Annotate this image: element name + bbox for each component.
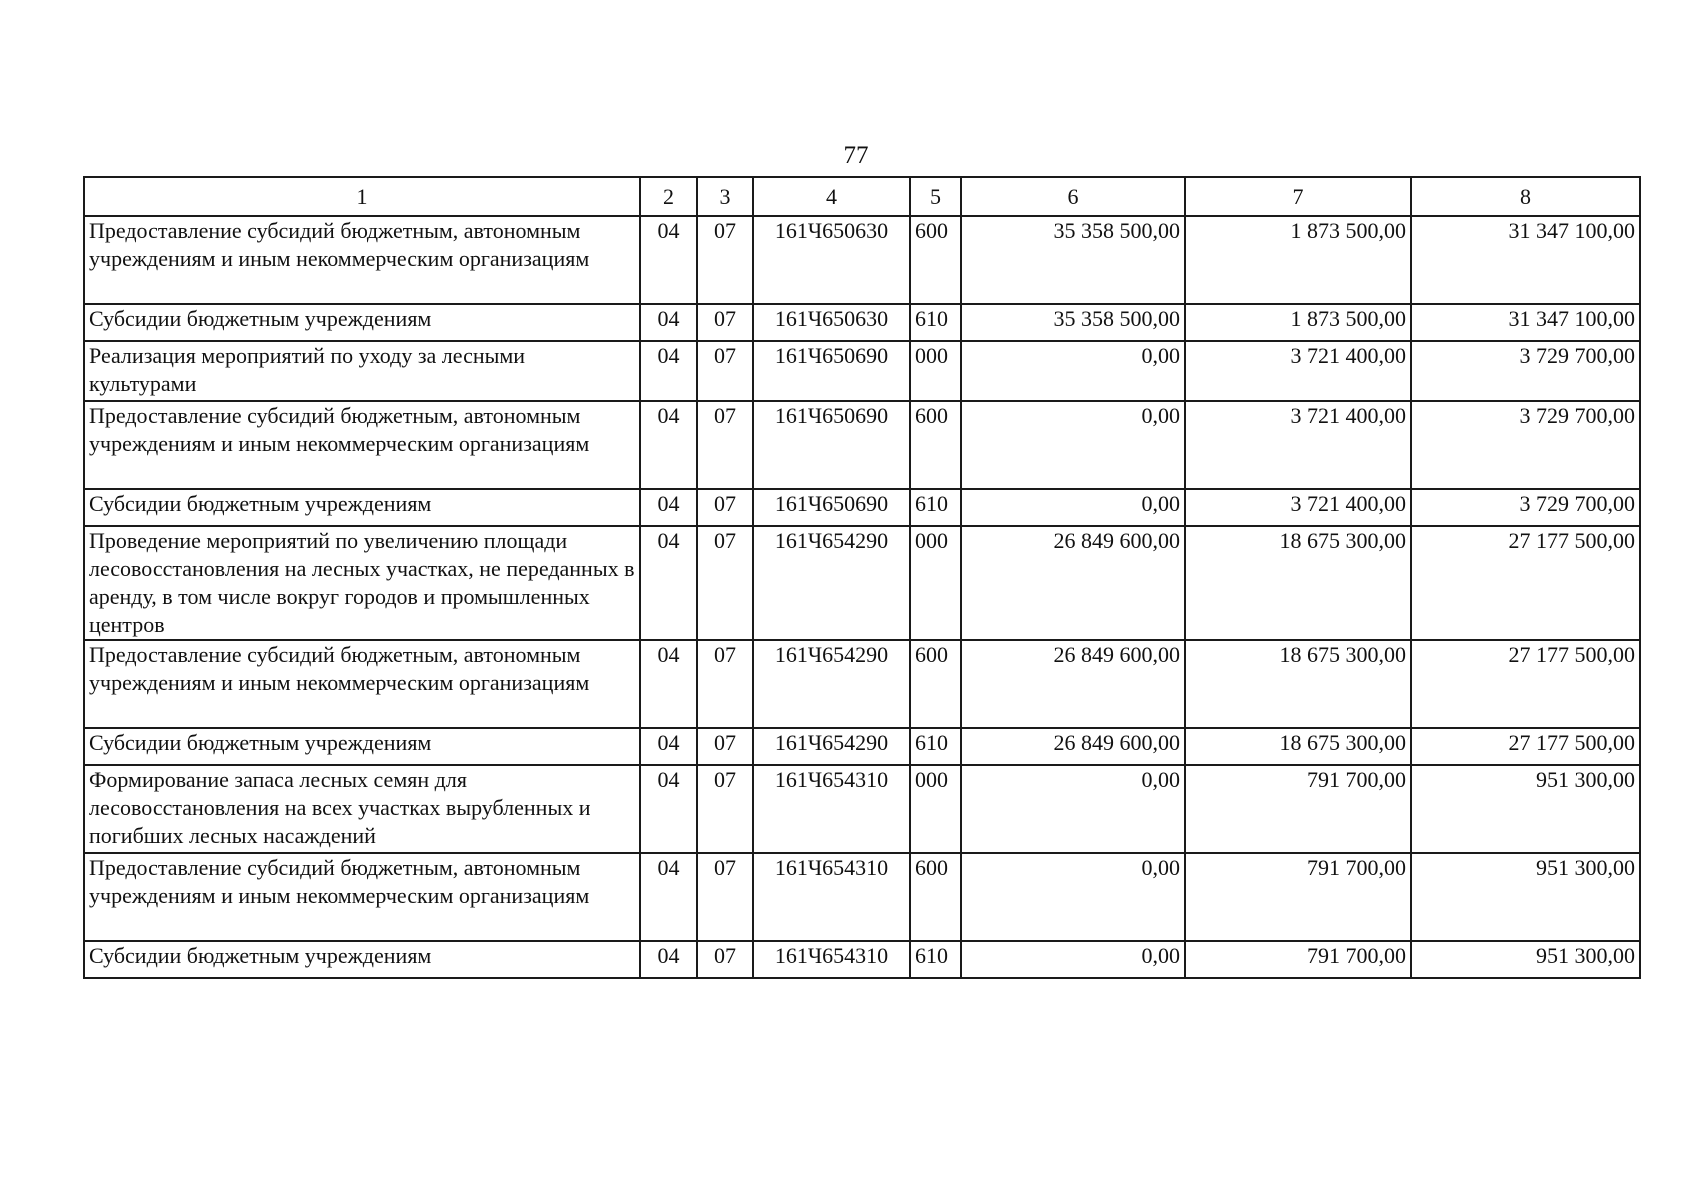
row-amount-col8: 951 300,00 bbox=[1411, 765, 1640, 853]
row-subsection: 07 bbox=[697, 216, 753, 304]
row-name: Предоставление субсидий бюджетным, автономным учреждениям и иным некоммерческим организациям bbox=[84, 853, 640, 941]
row-amount-col6: 0,00 bbox=[961, 489, 1185, 526]
row-expense-type: 610 bbox=[910, 941, 961, 978]
row-amount-col6: 35 358 500,00 bbox=[961, 304, 1185, 341]
row-name: Субсидии бюджетным учреждениям bbox=[84, 304, 640, 341]
row-amount-col6: 0,00 bbox=[961, 401, 1185, 489]
row-amount-col7: 791 700,00 bbox=[1185, 853, 1411, 941]
column-header-3: 3 bbox=[697, 177, 753, 216]
row-name: Субсидии бюджетным учреждениям bbox=[84, 489, 640, 526]
row-amount-col6: 35 358 500,00 bbox=[961, 216, 1185, 304]
row-section: 04 bbox=[640, 216, 697, 304]
row-amount-col8: 31 347 100,00 bbox=[1411, 216, 1640, 304]
row-expense-type: 610 bbox=[910, 728, 961, 765]
table-row bbox=[84, 526, 1640, 640]
row-section: 04 bbox=[640, 765, 697, 853]
row-target-article: 161Ч654310 bbox=[753, 941, 910, 978]
row-subsection: 07 bbox=[697, 401, 753, 489]
row-target-article: 161Ч654290 bbox=[753, 728, 910, 765]
row-subsection: 07 bbox=[697, 526, 753, 640]
row-amount-col8: 27 177 500,00 bbox=[1411, 526, 1640, 640]
table-row bbox=[84, 941, 1640, 978]
column-header-5: 5 bbox=[910, 177, 961, 216]
row-expense-type: 600 bbox=[910, 853, 961, 941]
page-number: 77 bbox=[843, 142, 869, 169]
row-name: Проведение мероприятий по увеличению площади лесовосстановления на лесных участках, не переданных в аренду, в том числе вокруг городов и промышленных центров bbox=[84, 526, 640, 640]
row-amount-col8: 951 300,00 bbox=[1411, 941, 1640, 978]
row-subsection: 07 bbox=[697, 341, 753, 401]
row-target-article: 161Ч650690 bbox=[753, 489, 910, 526]
row-amount-col7: 18 675 300,00 bbox=[1185, 640, 1411, 728]
row-expense-type: 000 bbox=[910, 341, 961, 401]
table-row bbox=[84, 728, 1640, 765]
row-amount-col8: 3 729 700,00 bbox=[1411, 341, 1640, 401]
row-amount-col6: 0,00 bbox=[961, 765, 1185, 853]
row-name: Предоставление субсидий бюджетным, автономным учреждениям и иным некоммерческим организациям bbox=[84, 401, 640, 489]
row-subsection: 07 bbox=[697, 765, 753, 853]
row-subsection: 07 bbox=[697, 941, 753, 978]
row-amount-col8: 27 177 500,00 bbox=[1411, 640, 1640, 728]
row-name: Предоставление субсидий бюджетным, автономным учреждениям и иным некоммерческим организациям bbox=[84, 640, 640, 728]
row-amount-col7: 18 675 300,00 bbox=[1185, 526, 1411, 640]
row-amount-col8: 3 729 700,00 bbox=[1411, 489, 1640, 526]
row-section: 04 bbox=[640, 341, 697, 401]
row-amount-col7: 1 873 500,00 bbox=[1185, 216, 1411, 304]
row-amount-col7: 3 721 400,00 bbox=[1185, 401, 1411, 489]
table-header-row bbox=[84, 177, 1640, 216]
row-amount-col7: 791 700,00 bbox=[1185, 941, 1411, 978]
row-amount-col8: 27 177 500,00 bbox=[1411, 728, 1640, 765]
row-expense-type: 000 bbox=[910, 765, 961, 853]
row-section: 04 bbox=[640, 526, 697, 640]
row-subsection: 07 bbox=[697, 728, 753, 765]
table-row bbox=[84, 853, 1640, 941]
row-section: 04 bbox=[640, 853, 697, 941]
row-amount-col6: 26 849 600,00 bbox=[961, 728, 1185, 765]
row-name: Субсидии бюджетным учреждениям bbox=[84, 728, 640, 765]
row-amount-col6: 0,00 bbox=[961, 853, 1185, 941]
column-header-7: 7 bbox=[1185, 177, 1411, 216]
row-subsection: 07 bbox=[697, 640, 753, 728]
column-header-1: 1 bbox=[84, 177, 640, 216]
row-subsection: 07 bbox=[697, 304, 753, 341]
row-amount-col6: 26 849 600,00 bbox=[961, 526, 1185, 640]
row-target-article: 161Ч654310 bbox=[753, 853, 910, 941]
column-header-8: 8 bbox=[1411, 177, 1640, 216]
row-amount-col6: 0,00 bbox=[961, 341, 1185, 401]
row-section: 04 bbox=[640, 941, 697, 978]
row-subsection: 07 bbox=[697, 489, 753, 526]
row-target-article: 161Ч654290 bbox=[753, 526, 910, 640]
row-target-article: 161Ч650630 bbox=[753, 304, 910, 341]
row-amount-col8: 31 347 100,00 bbox=[1411, 304, 1640, 341]
row-expense-type: 600 bbox=[910, 216, 961, 304]
row-amount-col7: 791 700,00 bbox=[1185, 765, 1411, 853]
row-amount-col7: 18 675 300,00 bbox=[1185, 728, 1411, 765]
table-row bbox=[84, 765, 1640, 853]
row-section: 04 bbox=[640, 401, 697, 489]
table-row bbox=[84, 640, 1640, 728]
row-expense-type: 600 bbox=[910, 401, 961, 489]
row-name: Предоставление субсидий бюджетным, автономным учреждениям и иным некоммерческим организациям bbox=[84, 216, 640, 304]
row-target-article: 161Ч650630 bbox=[753, 216, 910, 304]
row-target-article: 161Ч650690 bbox=[753, 401, 910, 489]
row-name: Субсидии бюджетным учреждениям bbox=[84, 941, 640, 978]
table-row bbox=[84, 304, 1640, 341]
row-name: Реализация мероприятий по уходу за лесными культурами bbox=[84, 341, 640, 401]
row-expense-type: 000 bbox=[910, 526, 961, 640]
row-section: 04 bbox=[640, 489, 697, 526]
row-amount-col6: 26 849 600,00 bbox=[961, 640, 1185, 728]
column-header-4: 4 bbox=[753, 177, 910, 216]
row-target-article: 161Ч654290 bbox=[753, 640, 910, 728]
row-section: 04 bbox=[640, 304, 697, 341]
column-header-6: 6 bbox=[961, 177, 1185, 216]
table-row bbox=[84, 341, 1640, 401]
table-row bbox=[84, 489, 1640, 526]
row-amount-col7: 1 873 500,00 bbox=[1185, 304, 1411, 341]
table-row bbox=[84, 401, 1640, 489]
row-amount-col8: 951 300,00 bbox=[1411, 853, 1640, 941]
row-subsection: 07 bbox=[697, 853, 753, 941]
row-name: Формирование запаса лесных семян для лесовосстановления на всех участках вырубленных и погибших лесных насаждений bbox=[84, 765, 640, 853]
row-expense-type: 610 bbox=[910, 304, 961, 341]
row-amount-col7: 3 721 400,00 bbox=[1185, 341, 1411, 401]
row-amount-col6: 0,00 bbox=[961, 941, 1185, 978]
row-expense-type: 600 bbox=[910, 640, 961, 728]
row-section: 04 bbox=[640, 640, 697, 728]
row-amount-col8: 3 729 700,00 bbox=[1411, 401, 1640, 489]
row-target-article: 161Ч654310 bbox=[753, 765, 910, 853]
column-header-2: 2 bbox=[640, 177, 697, 216]
row-target-article: 161Ч650690 bbox=[753, 341, 910, 401]
row-section: 04 bbox=[640, 728, 697, 765]
table-row bbox=[84, 216, 1640, 304]
budget-table bbox=[83, 176, 1641, 979]
row-expense-type: 610 bbox=[910, 489, 961, 526]
row-amount-col7: 3 721 400,00 bbox=[1185, 489, 1411, 526]
